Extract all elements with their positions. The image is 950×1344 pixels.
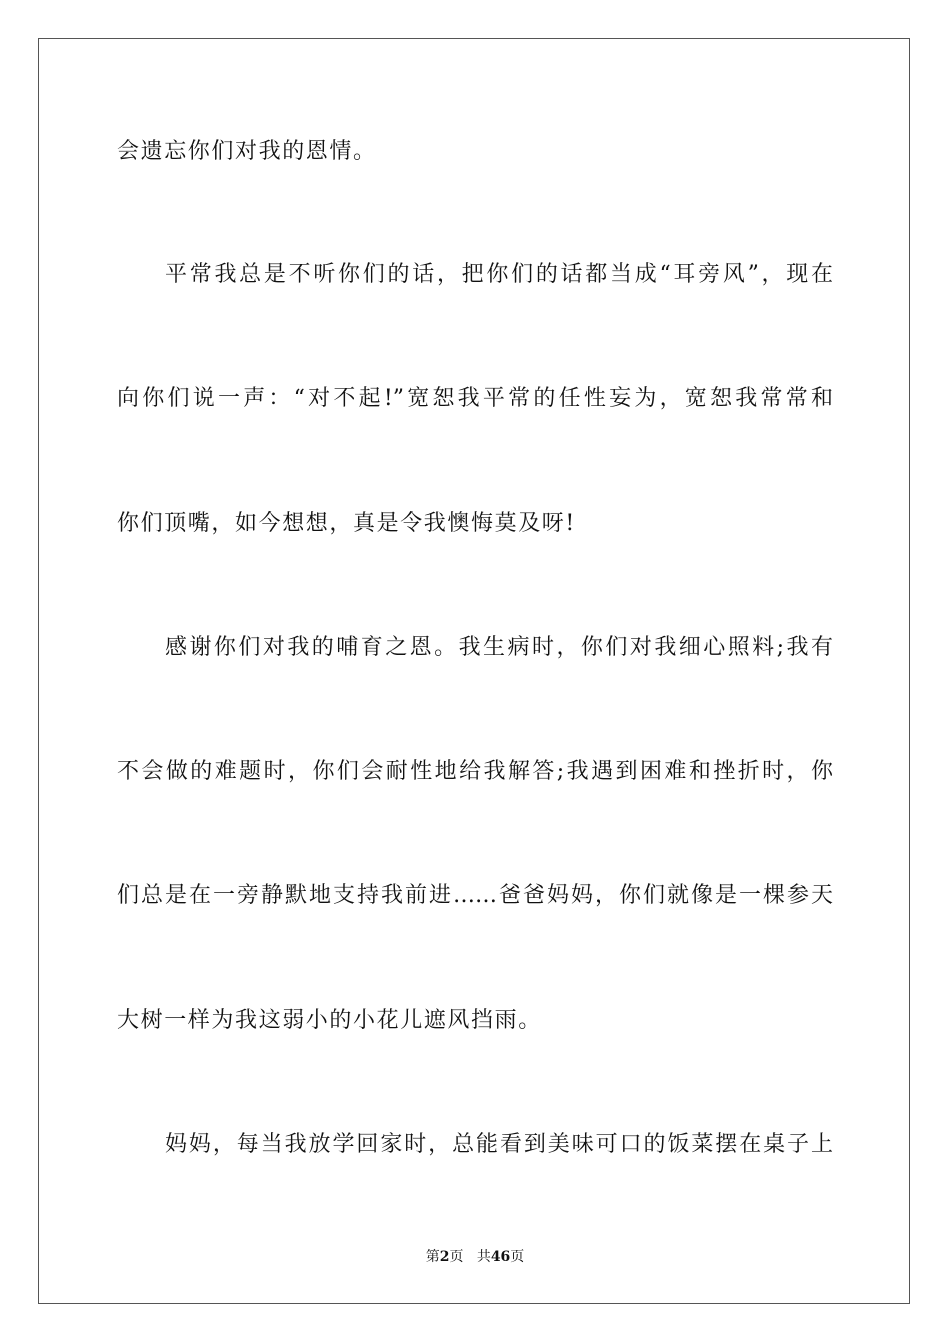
text-line: 不会做的难题时，你们会耐性地给我解答;我遇到困难和挫折时，你 [117, 759, 833, 784]
text-line: 向你们说一声：“对不起!”宽恕我平常的任性妄为，宽恕我常常和 [117, 386, 833, 411]
total-prefix: 共 [476, 1249, 491, 1265]
page-suffix: 页 [449, 1249, 464, 1265]
page-footer [0, 1247, 950, 1267]
text-line: 们总是在一旁静默地支持我前进……爸爸妈妈，你们就像是一棵参天 [117, 883, 833, 908]
text-line: 平常我总是不听你们的话，把你们的话都当成“耳旁风”，现在 [165, 262, 833, 287]
text-line: 感谢你们对我的哺育之恩。我生病时，你们对我细心照料;我有 [165, 635, 833, 660]
text-line: 大树一样为我这弱小的小花儿遮风挡雨。 [117, 1008, 542, 1033]
total-suffix: 页 [510, 1249, 525, 1265]
total-pages: 46 [490, 1249, 511, 1265]
text-line: 会遗忘你们对我的恩情。 [117, 139, 377, 164]
page-border [38, 38, 910, 1304]
text-line: 你们顶嘴，如今想想，真是令我懊悔莫及呀! [117, 511, 576, 536]
page-number: 2 [439, 1249, 450, 1265]
page-prefix: 第 [425, 1249, 440, 1265]
text-line: 妈妈，每当我放学回家时，总能看到美味可口的饭菜摆在桌子上 [165, 1132, 833, 1157]
